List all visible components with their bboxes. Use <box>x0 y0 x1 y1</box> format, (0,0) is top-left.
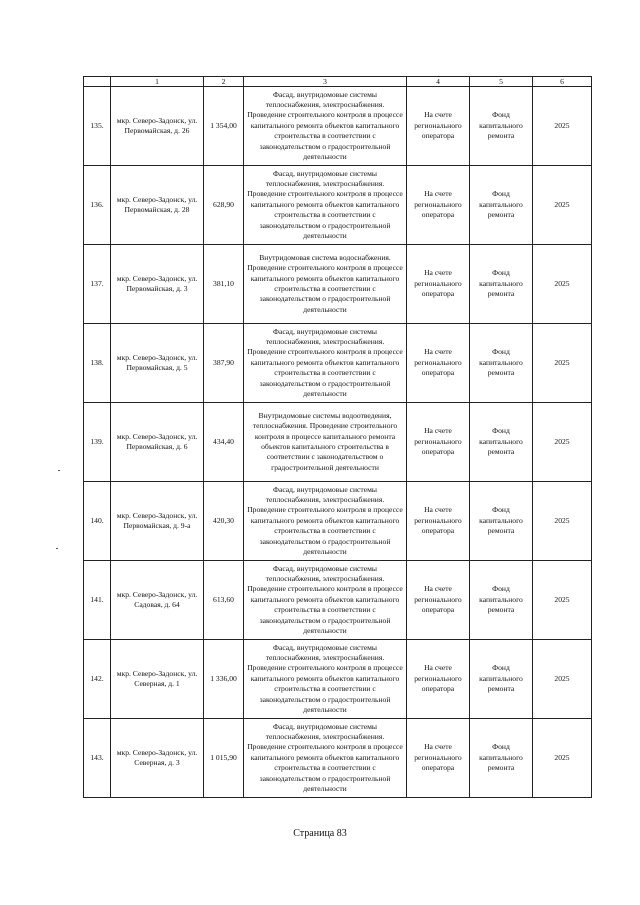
works-description-cell: Фасад, внутридомовые системы теплоснабжения, электроснабжения. Проведение строительного контроля в процессе капитального ремонта объектов капитального строительства в соответствии с законодательством о градостроительной деятельности <box>244 482 407 561</box>
address-cell: мкр. Северо-Задонск, ул. Северная, д. 1 <box>111 640 204 719</box>
year-cell: 2025 <box>533 324 592 403</box>
row-number-cell: 136. <box>84 166 111 245</box>
works-description-cell: Фасад, внутридомовые системы теплоснабжения, электроснабжения. Проведение строительного контроля в процессе капитального ремонта объектов капитального строительства в соответствии с законодательством о градостроительной деятельности <box>244 166 407 245</box>
works-description-cell: Фасад, внутридомовые системы теплоснабжения, электроснабжения. Проведение строительного контроля в процессе капитального ремонта объектов капитального строительства в соответствии с законодательством о градостроительной деятельности <box>244 561 407 640</box>
table-row <box>84 640 592 719</box>
page-number: Страница 83 <box>293 828 347 839</box>
area-cell: 420,30 <box>204 482 244 561</box>
header-cell-0 <box>84 77 111 87</box>
table-row <box>84 403 592 482</box>
table-row <box>84 719 592 798</box>
funding-method-cell: На счете регионального оператора <box>407 640 470 719</box>
table-row <box>84 245 592 324</box>
works-description-cell: Фасад, внутридомовые системы теплоснабжения, электроснабжения. Проведение строительного контроля в процессе капитального ремонта объектов капитального строительства в соответствии с законодательством о градостроительной деятельности <box>244 719 407 798</box>
year-cell: 2025 <box>533 482 592 561</box>
address-cell: мкр. Северо-Задонск, ул. Первомайская, д. 3 <box>111 245 204 324</box>
area-cell: 434,40 <box>204 403 244 482</box>
table-row <box>84 561 592 640</box>
address-cell: мкр. Северо-Задонск, ул. Первомайская, д. 26 <box>111 87 204 166</box>
row-number-cell: 141. <box>84 561 111 640</box>
row-number-cell: 135. <box>84 87 111 166</box>
operator-cell: Фонд капитального ремонта <box>470 482 533 561</box>
works-description-cell: Фасад, внутридомовые системы теплоснабжения, электроснабжения. Проведение строительного контроля в процессе капитального ремонта объектов капитального строительства в соответствии с законодательством о градостроительной деятельности <box>244 640 407 719</box>
operator-cell: Фонд капитального ремонта <box>470 324 533 403</box>
area-cell: 381,10 <box>204 245 244 324</box>
header-cell-6: 6 <box>533 77 592 87</box>
year-cell: 2025 <box>533 166 592 245</box>
year-cell: 2025 <box>533 87 592 166</box>
year-cell: 2025 <box>533 640 592 719</box>
row-number-cell: 143. <box>84 719 111 798</box>
works-description-cell: Фасад, внутридомовые системы теплоснабжения, электроснабжения. Проведение строительного контроля в процессе капитального ремонта объектов капитального строительства в соответствии с законодательством о градостроительной деятельности <box>244 87 407 166</box>
area-cell: 613,60 <box>204 561 244 640</box>
address-cell: мкр. Северо-Задонск, ул. Первомайская, д. 28 <box>111 166 204 245</box>
funding-method-cell: На счете регионального оператора <box>407 719 470 798</box>
works-description-cell: Фасад, внутридомовые системы теплоснабжения, электроснабжения. Проведение строительного контроля в процессе капитального ремонта объектов капитального строительства в соответствии с законодательством о градостроительной деятельности <box>244 324 407 403</box>
capital-repair-table <box>83 76 592 798</box>
address-cell: мкр. Северо-Задонск, ул. Садовая, д. 64 <box>111 561 204 640</box>
year-cell: 2025 <box>533 403 592 482</box>
operator-cell: Фонд капитального ремонта <box>470 561 533 640</box>
row-number-cell: 139. <box>84 403 111 482</box>
funding-method-cell: На счете регионального оператора <box>407 482 470 561</box>
funding-method-cell: На счете регионального оператора <box>407 245 470 324</box>
area-cell: 628,90 <box>204 166 244 245</box>
funding-method-cell: На счете регионального оператора <box>407 87 470 166</box>
row-number-cell: 137. <box>84 245 111 324</box>
row-number-cell: 140. <box>84 482 111 561</box>
column-number-header <box>84 77 592 87</box>
operator-cell: Фонд капитального ремонта <box>470 640 533 719</box>
table-row <box>84 87 592 166</box>
header-cell-3: 3 <box>244 77 407 87</box>
row-number-cell: 142. <box>84 640 111 719</box>
operator-cell: Фонд капитального ремонта <box>470 403 533 482</box>
area-cell: 387,90 <box>204 324 244 403</box>
address-cell: мкр. Северо-Задонск, ул. Северная, д. 3 <box>111 719 204 798</box>
header-cell-5: 5 <box>470 77 533 87</box>
year-cell: 2025 <box>533 561 592 640</box>
table-row <box>84 166 592 245</box>
operator-cell: Фонд капитального ремонта <box>470 719 533 798</box>
funding-method-cell: На счете регионального оператора <box>407 403 470 482</box>
works-description-cell: Внутридомовая система водоснабжения. Проведение строительного контроля в процессе капитального ремонта объектов капитального строительства в соответствии с законодательством о градостроительной деятельности <box>244 245 407 324</box>
address-cell: мкр. Северо-Задонск, ул. Первомайская, д. 9-а <box>111 482 204 561</box>
area-cell: 1 015,90 <box>204 719 244 798</box>
address-cell: мкр. Северо-Задонск, ул. Первомайская, д. 6 <box>111 403 204 482</box>
header-cell-4: 4 <box>407 77 470 87</box>
table-row <box>84 324 592 403</box>
funding-method-cell: На счете регионального оператора <box>407 561 470 640</box>
header-cell-1: 1 <box>111 77 204 87</box>
scan-speck <box>58 470 60 471</box>
works-description-cell: Внутридомовые системы водоотведения, теплоснабжения. Проведение строительного контроля в процессе капитального ремонта объектов капитального строительства в соответствии с законодательством о градостроительной деятельности <box>244 403 407 482</box>
area-cell: 1 354,00 <box>204 87 244 166</box>
funding-method-cell: На счете регионального оператора <box>407 324 470 403</box>
funding-method-cell: На счете регионального оператора <box>407 166 470 245</box>
operator-cell: Фонд капитального ремонта <box>470 245 533 324</box>
year-cell: 2025 <box>533 245 592 324</box>
scan-speck <box>56 548 58 549</box>
year-cell: 2025 <box>533 719 592 798</box>
area-cell: 1 336,00 <box>204 640 244 719</box>
operator-cell: Фонд капитального ремонта <box>470 87 533 166</box>
header-cell-2: 2 <box>204 77 244 87</box>
operator-cell: Фонд капитального ремонта <box>470 166 533 245</box>
address-cell: мкр. Северо-Задонск, ул. Первомайская, д. 5 <box>111 324 204 403</box>
table-row <box>84 482 592 561</box>
row-number-cell: 138. <box>84 324 111 403</box>
